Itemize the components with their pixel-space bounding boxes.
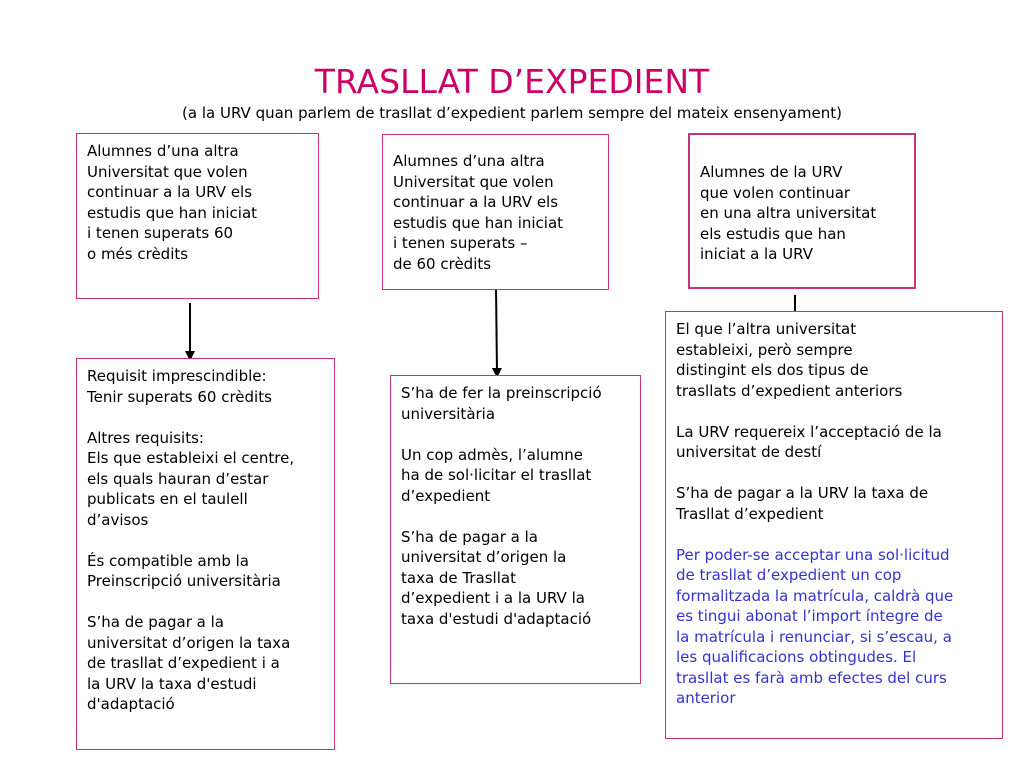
- box-text-line: El que l’altra universitat: [676, 320, 857, 338]
- box-text-line: universitària: [401, 404, 496, 423]
- box-text-line: taxa d'estudi d'adaptació: [401, 609, 592, 628]
- box-text-line: Universitat que volen: [393, 172, 554, 191]
- box-text-line: universitat d’origen la taxa: [87, 633, 291, 652]
- box-text-line: [87, 592, 324, 613]
- box-note-line: Per poder-se acceptar una sol·licitud: [676, 545, 950, 564]
- box-text-line: [401, 424, 630, 445]
- box-text-line: i tenen superats –: [393, 234, 528, 252]
- box-text-line: universitat de destí: [676, 443, 822, 461]
- box-text-line: [87, 530, 324, 551]
- box-text-line: Alumnes d’una altra: [87, 142, 239, 160]
- box-text-line: ha de sol·licitar el trasllat: [401, 466, 592, 484]
- box-note-line: es tingui abonat l’import íntegre de: [676, 607, 943, 625]
- box-text-line: Altres requisits:: [87, 428, 204, 447]
- box-text-line: Els que estableixi el centre,: [87, 449, 295, 467]
- box-text-line: [401, 506, 630, 527]
- box-text-line: Requisit imprescindible:: [87, 367, 267, 385]
- box-requirements-under-60-credits: [390, 375, 641, 684]
- box-other-university-under-60-credits: [382, 134, 609, 290]
- diagram-title: TRASLLAT D’EXPEDIENT: [314, 62, 710, 101]
- box-text-line: la URV la taxa d'estudi: [87, 674, 257, 693]
- box-note-line: de trasllat d’expedient un cop: [676, 566, 902, 584]
- box-text-line: o més crèdits: [87, 244, 189, 263]
- box-text-line: els quals hauran d’estar: [87, 469, 269, 488]
- box-requirements-60-plus-credits: [76, 358, 335, 750]
- box-text-line: distingint els dos tipus de: [676, 361, 869, 379]
- box-text-line: els estudis que han: [700, 224, 846, 243]
- box-text-line: És compatible amb la: [87, 551, 249, 570]
- box-text-line: d’avisos: [87, 510, 149, 529]
- box-text-line: La URV requereix l’acceptació de la: [676, 422, 942, 441]
- box-text-line: d’expedient: [401, 486, 491, 505]
- box-text-line: [676, 401, 992, 422]
- box-note-line: anterior: [676, 689, 736, 707]
- box-text-line: Universitat que volen: [87, 162, 248, 181]
- box-requirements-urv-outgoing: [665, 311, 1003, 739]
- box-text-line: d’expedient i a la URV la: [401, 589, 585, 607]
- box-text-line: estableixi, però sempre: [676, 340, 853, 359]
- box-text-line: S’ha de pagar a la URV la taxa de: [676, 484, 929, 502]
- box-note-line: formalitzada la matrícula, caldrà que: [676, 586, 954, 605]
- box-text-line: S’ha de pagar a la: [401, 527, 538, 546]
- box-note-line: la matrícula i renunciar, si s’escau, a: [676, 627, 952, 646]
- box-text-line: publicats en el taulell: [87, 490, 248, 508]
- box-text-line: S’ha de pagar a la: [87, 613, 224, 631]
- box-text-line: continuar a la URV els: [393, 193, 559, 211]
- box-text-line: S’ha de fer la preinscripció: [401, 384, 602, 402]
- diagram-subtitle: (a la URV quan parlem de trasllat d’expedient parlem sempre del mateix ensenyament): [182, 104, 842, 122]
- box-note-line: trasllat es farà amb efectes del curs: [676, 668, 947, 687]
- box-text-line: i tenen superats 60: [87, 224, 234, 242]
- arrow-center: [496, 287, 497, 373]
- box-text-line: estudis que han iniciat: [393, 213, 564, 232]
- box-text-line: de trasllat d’expedient i a: [87, 654, 280, 672]
- box-text-line: taxa de Trasllat: [401, 568, 516, 587]
- box-text-line: [87, 407, 324, 428]
- box-text-line: iniciat a la URV: [700, 245, 814, 263]
- box-note-line: les qualificacions obtingudes. El: [676, 648, 917, 666]
- box-text-line: de 60 crèdits: [393, 254, 492, 273]
- box-text-line: estudis que han iniciat: [87, 203, 258, 222]
- box-text-line: d'adaptació: [87, 695, 175, 713]
- box-text-line: Tenir superats 60 crèdits: [87, 387, 272, 406]
- box-text-line: [676, 524, 992, 545]
- box-text-line: en una altra universitat: [700, 204, 877, 222]
- box-text-line: universitat d’origen la: [401, 548, 567, 566]
- box-text-line: Alumnes d’una altra: [393, 152, 545, 170]
- box-text-line: que volen continuar: [700, 183, 851, 202]
- box-text-line: Un cop admès, l’alumne: [401, 445, 584, 464]
- box-text-line: Trasllat d’expedient: [676, 504, 824, 523]
- box-other-university-60-plus-credits: [76, 133, 319, 299]
- box-text-line: continuar a la URV els: [87, 183, 253, 201]
- box-text-line: [676, 463, 992, 484]
- box-text-line: Alumnes de la URV: [700, 163, 843, 181]
- box-text-line: trasllats d’expedient anteriors: [676, 381, 903, 400]
- box-urv-students-to-other-university: [688, 133, 916, 289]
- box-text-line: Preinscripció universitària: [87, 572, 281, 590]
